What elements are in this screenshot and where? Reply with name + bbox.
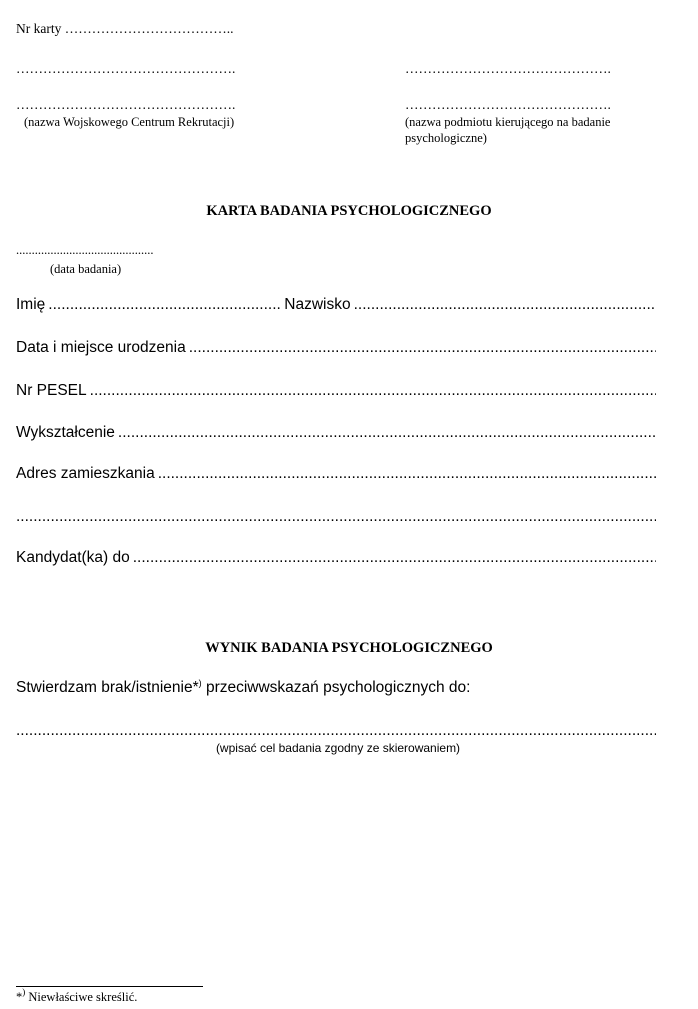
pesel-row <box>16 382 656 400</box>
referring-entity-caption-1: (nazwa podmiotu kierującego na badanie <box>405 115 611 129</box>
recruitment-center-line-2[interactable]: …………………………………………. <box>16 97 236 112</box>
purpose-field[interactable] <box>16 722 656 740</box>
result-statement-end: przeciwwskazań psychologicznych do: <box>201 679 471 696</box>
birth-row <box>16 339 656 357</box>
referring-entity-line-2[interactable]: ………………………………………. <box>405 97 611 112</box>
result-statement-footnote-mark: ) <box>198 678 202 688</box>
pesel-field[interactable] <box>90 382 656 400</box>
education-row <box>16 424 656 442</box>
name-row <box>16 296 656 314</box>
result-statement-start: Stwierdzam brak/istnienie* <box>16 679 199 696</box>
address-field[interactable] <box>158 465 656 483</box>
result-title: WYNIK BADANIA PSYCHOLOGICZNEGO <box>205 640 493 656</box>
purpose-caption: (wpisać cel badania zgodny ze skierowaniem) <box>215 741 461 755</box>
address-continuation-field[interactable] <box>16 508 656 526</box>
candidate-row <box>16 549 656 567</box>
candidate-label: Kandydat(ka) do <box>16 549 130 566</box>
pesel-label: Nr PESEL <box>16 382 87 399</box>
referring-entity-caption-2: psychologiczne) <box>405 131 487 145</box>
address-row <box>16 465 656 483</box>
footnote-marker: * <box>16 990 23 1004</box>
exam-date-caption: (data badania) <box>50 262 122 276</box>
card-number-field[interactable]: Nr karty ……………………………….. <box>16 21 234 36</box>
first-name-label: Imię <box>16 296 46 313</box>
card-title: KARTA BADANIA PSYCHOLOGICZNEGO <box>206 203 492 219</box>
footnote-sup: ) <box>22 987 26 997</box>
education-label: Wykształcenie <box>16 424 115 441</box>
recruitment-center-caption: (nazwa Wojskowego Centrum Rekrutacji) <box>24 115 235 129</box>
address-label: Adres zamieszkania <box>16 465 155 482</box>
recruitment-center-line-1[interactable]: …………………………………………. <box>16 61 236 76</box>
exam-date-field[interactable]: ............................................ <box>16 243 154 257</box>
first-name-field[interactable] <box>48 296 280 314</box>
address-continuation-row <box>16 508 656 526</box>
footnote <box>16 987 138 1005</box>
purpose-row <box>16 722 656 740</box>
footnote-text: Niewłaściwe skreślić. <box>25 990 138 1004</box>
last-name-label: Nazwisko <box>284 296 351 313</box>
candidate-field[interactable] <box>133 549 656 567</box>
education-field[interactable] <box>118 424 656 442</box>
referring-entity-line-1[interactable]: ………………………………………. <box>405 61 611 76</box>
birth-label: Data i miejsce urodzenia <box>16 339 186 356</box>
last-name-field[interactable] <box>354 296 656 314</box>
result-statement <box>16 679 470 697</box>
footnote-divider <box>16 986 203 987</box>
birth-field[interactable] <box>189 339 656 357</box>
